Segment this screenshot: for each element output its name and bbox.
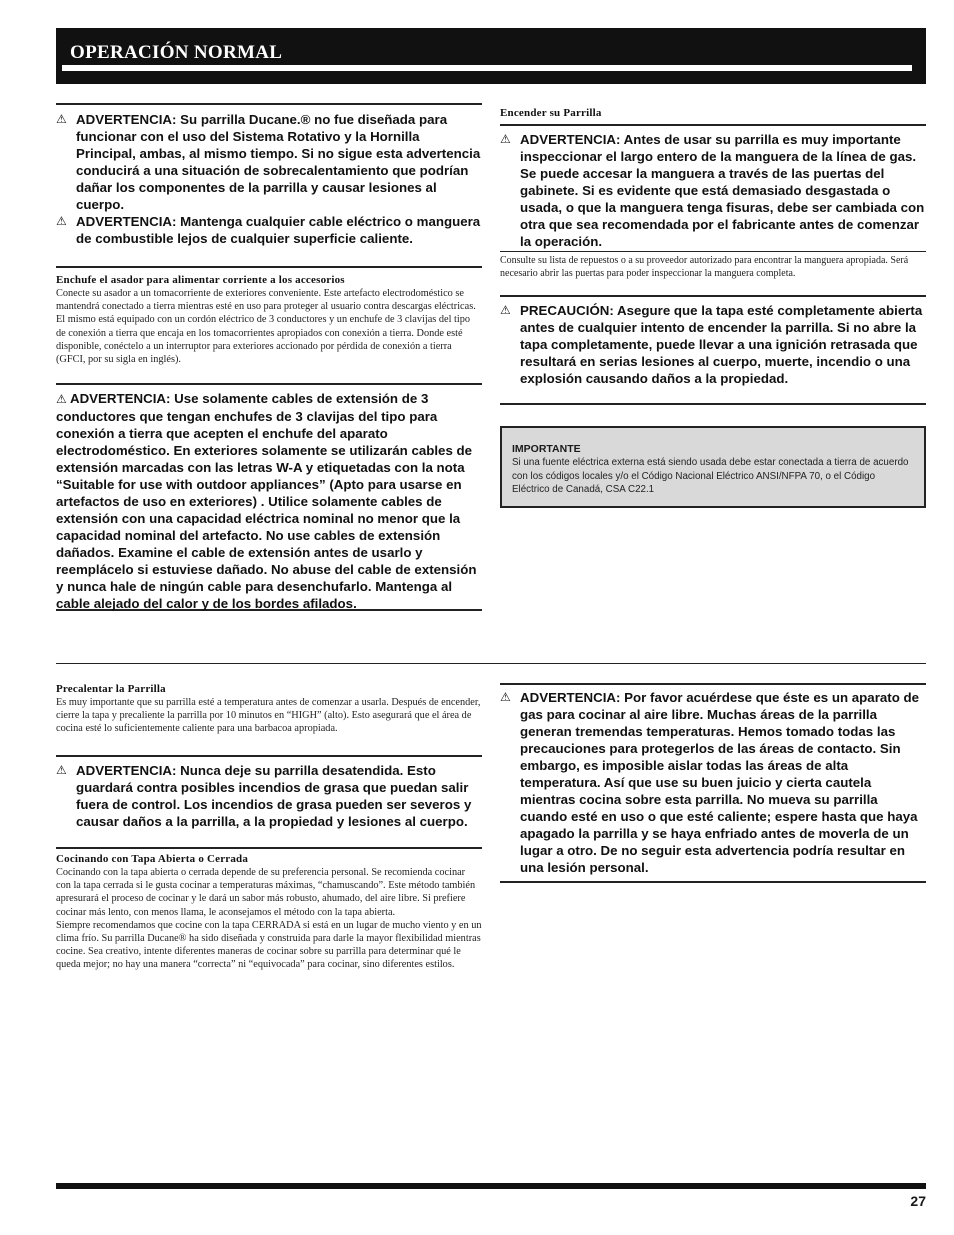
plug-section xyxy=(56,266,482,366)
warning-dual-burner xyxy=(56,111,482,213)
warning-text: ADVERTENCIA: Antes de usar su parrilla es muy importante inspeccionar el largo entero de la manguera de la línea de gas. Se puede accesar la manguera a través de las puertas del gabinete. Si es evidente que está demasiado desgastada o usada, o que la manguera tenga fisuras, debe ser cambiada con otra que sea recomendada por el fabricante antes de comenzar la operación. xyxy=(520,132,925,249)
extension-cord-section xyxy=(56,383,482,611)
warning-triangle-icon: ⚠ xyxy=(56,112,67,126)
warning-text: ADVERTENCIA: Use solamente cables de extensión de 3 conductores que tengan enchufes de 3 clavijas del tipo para conexión a tierra que acepten el enchufe del aparato electrodoméstico. En exteriores solamente se utilizarán cables de extensión marcadas con las letras W-A y etiquetadas con la nota “Suitable for use with outdoor appliances” (Apto para usarse en artefactos de uso en exteriores) . Utilice solamente cables de extensión con una capacidad eléctrica nominal no menor que la capacidad nominal del artefacto. No use cables de extensión dañados. Examine el cable de extensión antes de usarlo y reemplácelo si estuviese dañado. No abuse del cable de extensión y nunca hale de ningún cable para desenchufarlo. Mantenga al cable alejado del calor y de los bordes afilados. xyxy=(56,391,477,611)
warning-triangle-icon: ⚠ xyxy=(56,214,67,228)
lid-body-2: Siempre recomendamos que cocine con la tapa CERRADA si está en un lugar de mucho viento y en un clima frío. Su parrilla Ducane® ha sido diseñada y construida para darle la mayor flexibilidad mientras cocine. Sea creativo, intente diferentes maneras de cocinar sobre su parrilla para determinar qué le queda mejor; no hay una manera “correcta” ni “equivocada” para cocinar, sino diferentes estilos. xyxy=(56,919,482,971)
important-notice-box xyxy=(500,426,926,508)
warning-triangle-icon: ⚠ xyxy=(56,763,67,777)
lid-heading: Cocinando con Tapa Abierta o Cerrada xyxy=(56,853,249,865)
light-heading: Encender su Parrilla xyxy=(500,107,602,119)
preheat-heading: Precalentar la Parrilla xyxy=(56,683,166,695)
warning-triangle-icon: ⚠ xyxy=(500,132,511,146)
light-grill-section xyxy=(500,107,926,120)
page-number: 27 xyxy=(910,1193,926,1209)
hose-warning-section xyxy=(500,124,926,250)
caution-text: PRECAUCIÓN: Asegure que la tapa esté completamente abierta antes de cualquier intento de encender la parrilla. Si no abre la tapa completamente, puede llevar a una ignición retrasada que resultará en serias lesiones al cuerpo, muerte, incendio o una explosión causando daños a la propiedad. xyxy=(520,303,923,386)
caution-lid-open xyxy=(500,302,926,387)
plug-heading: Enchufe el asador para alimentar corriente a los accesorios xyxy=(56,274,345,286)
warning-text: ADVERTENCIA: Nunca deje su parrilla desatendida. Esto guardará contra posibles incendios de grasa que puedan salir fuera de control. Los incendios de grasa pueden ser severos y causar daños a la parrilla, a la propiedad y lesiones al cuerpo. xyxy=(76,763,472,829)
preheat-section xyxy=(56,683,482,736)
section-divider xyxy=(56,663,926,664)
caution-section xyxy=(500,295,926,405)
warning-hot-surfaces xyxy=(500,689,926,876)
preheat-body: Es muy importante que su parrilla esté a temperatura antes de comenzar a usarla. Después de encender, cierre la tapa y precaliente la parrilla por 10 minutos en “HIGH” (alto). Esto asegurará que el área de cocina esté lo suficientemente caliente para una barbacoa apropiada. xyxy=(56,697,481,735)
warning-gas-hose xyxy=(500,131,926,250)
section-title: OPERACIÓN NORMAL xyxy=(70,42,283,63)
left-top-section xyxy=(56,103,482,247)
hot-surfaces-section xyxy=(500,683,926,883)
warning-triangle-icon: ⚠ xyxy=(56,392,67,406)
warning-text: ADVERTENCIA: Por favor acuérdese que éste es un aparato de gas para cocinar al aire libre. Muchas áreas de la parrilla generan tremendas temperaturas. Hemos tomado todas las precauciones para protegerlos de las áreas de contacto. Sin embargo, es imposible aislar todas las áreas de alta temperatura. Así que use su buen juicio y cierta cautela mientras cocina sobre esta parrilla. No mueva su parrilla cuando esté en uso o que esté caliente; espere hasta que haya apagado la parrilla y se haya enfriado antes de moverla de un lugar a otro. De no seguir esta advertencia podría resultar en una lesión personal. xyxy=(520,690,920,875)
parts-note-section xyxy=(500,251,926,280)
unattended-warning-section xyxy=(56,755,482,849)
footer-bar xyxy=(56,1183,926,1189)
warning-text: ADVERTENCIA: Su parrilla Ducane.® no fue diseñada para funcionar con el uso del Sistema Rotativo y la Hornilla Principal, ambas, al mismo tiempo. Si no sigue esta advertencia conducirá a una situación de sobrecalentamiento que podrían dañar los componentes de la parrilla y causar lesiones al cuerpo. xyxy=(76,112,481,212)
warning-triangle-icon: ⚠ xyxy=(500,303,511,317)
warning-extension-cords xyxy=(56,390,482,612)
warning-triangle-icon: ⚠ xyxy=(500,690,511,704)
section-header-bar xyxy=(56,28,926,84)
warning-text: ADVERTENCIA: Mantenga cualquier cable eléctrico o manguera de combustible lejos de cualquier superficie caliente. xyxy=(76,214,481,246)
parts-body: Consulte su lista de repuestos o a su proveedor autorizado para encontrar la manguera apropiada. Será necesario abrir las puertas para poder inspeccionar la manguera completa. xyxy=(500,255,909,279)
header-rule xyxy=(62,65,912,71)
lid-cooking-section xyxy=(56,853,482,972)
plug-body: Conecte su asador a un tomacorriente de exteriores conveniente. Este artefacto electrodoméstico se mantendrá conectado a tierra mientras esté en uso para proteger al usuario contra descargas eléctricas. El mismo está equipado con un cordón eléctrico de 3 conductores y un enchufe de 3 clavijas del tipo de conexión a tierra que encaja en los tomacorrientes apropiados con conexión a tierra. Donde esté disponible, conéctelo a un interruptor para exteriores accionado por pérdida de conexión a tierra (GFCI, por su sigla en inglés). xyxy=(56,288,476,366)
lid-body-1: Cocinando con la tapa abierta o cerrada depende de su preferencia personal. Se recomienda cocinar con la tapa cerrada si le gusta cocinar a temperaturas máximas, “chamuscando”. Este método también apresurará el proceso de cocinar y le dará un sabor más robusto, ahumado, del aire libre. Si prefiere cocinar más lento, con menos llama, le aconsejamos el método con la tapa abierta. xyxy=(56,867,476,918)
warning-cables-heat xyxy=(56,213,482,247)
important-title: IMPORTANTE xyxy=(512,443,581,455)
warning-unattended xyxy=(56,762,482,830)
important-body: Si una fuente eléctrica externa está siendo usada debe estar conectada a tierra de acuerdo con los códigos locales y/o el Código Nacional Eléctrico ANSI/NFPA 70, o el Código Eléctrico de Canadá, CSA C22.1 xyxy=(512,457,909,495)
